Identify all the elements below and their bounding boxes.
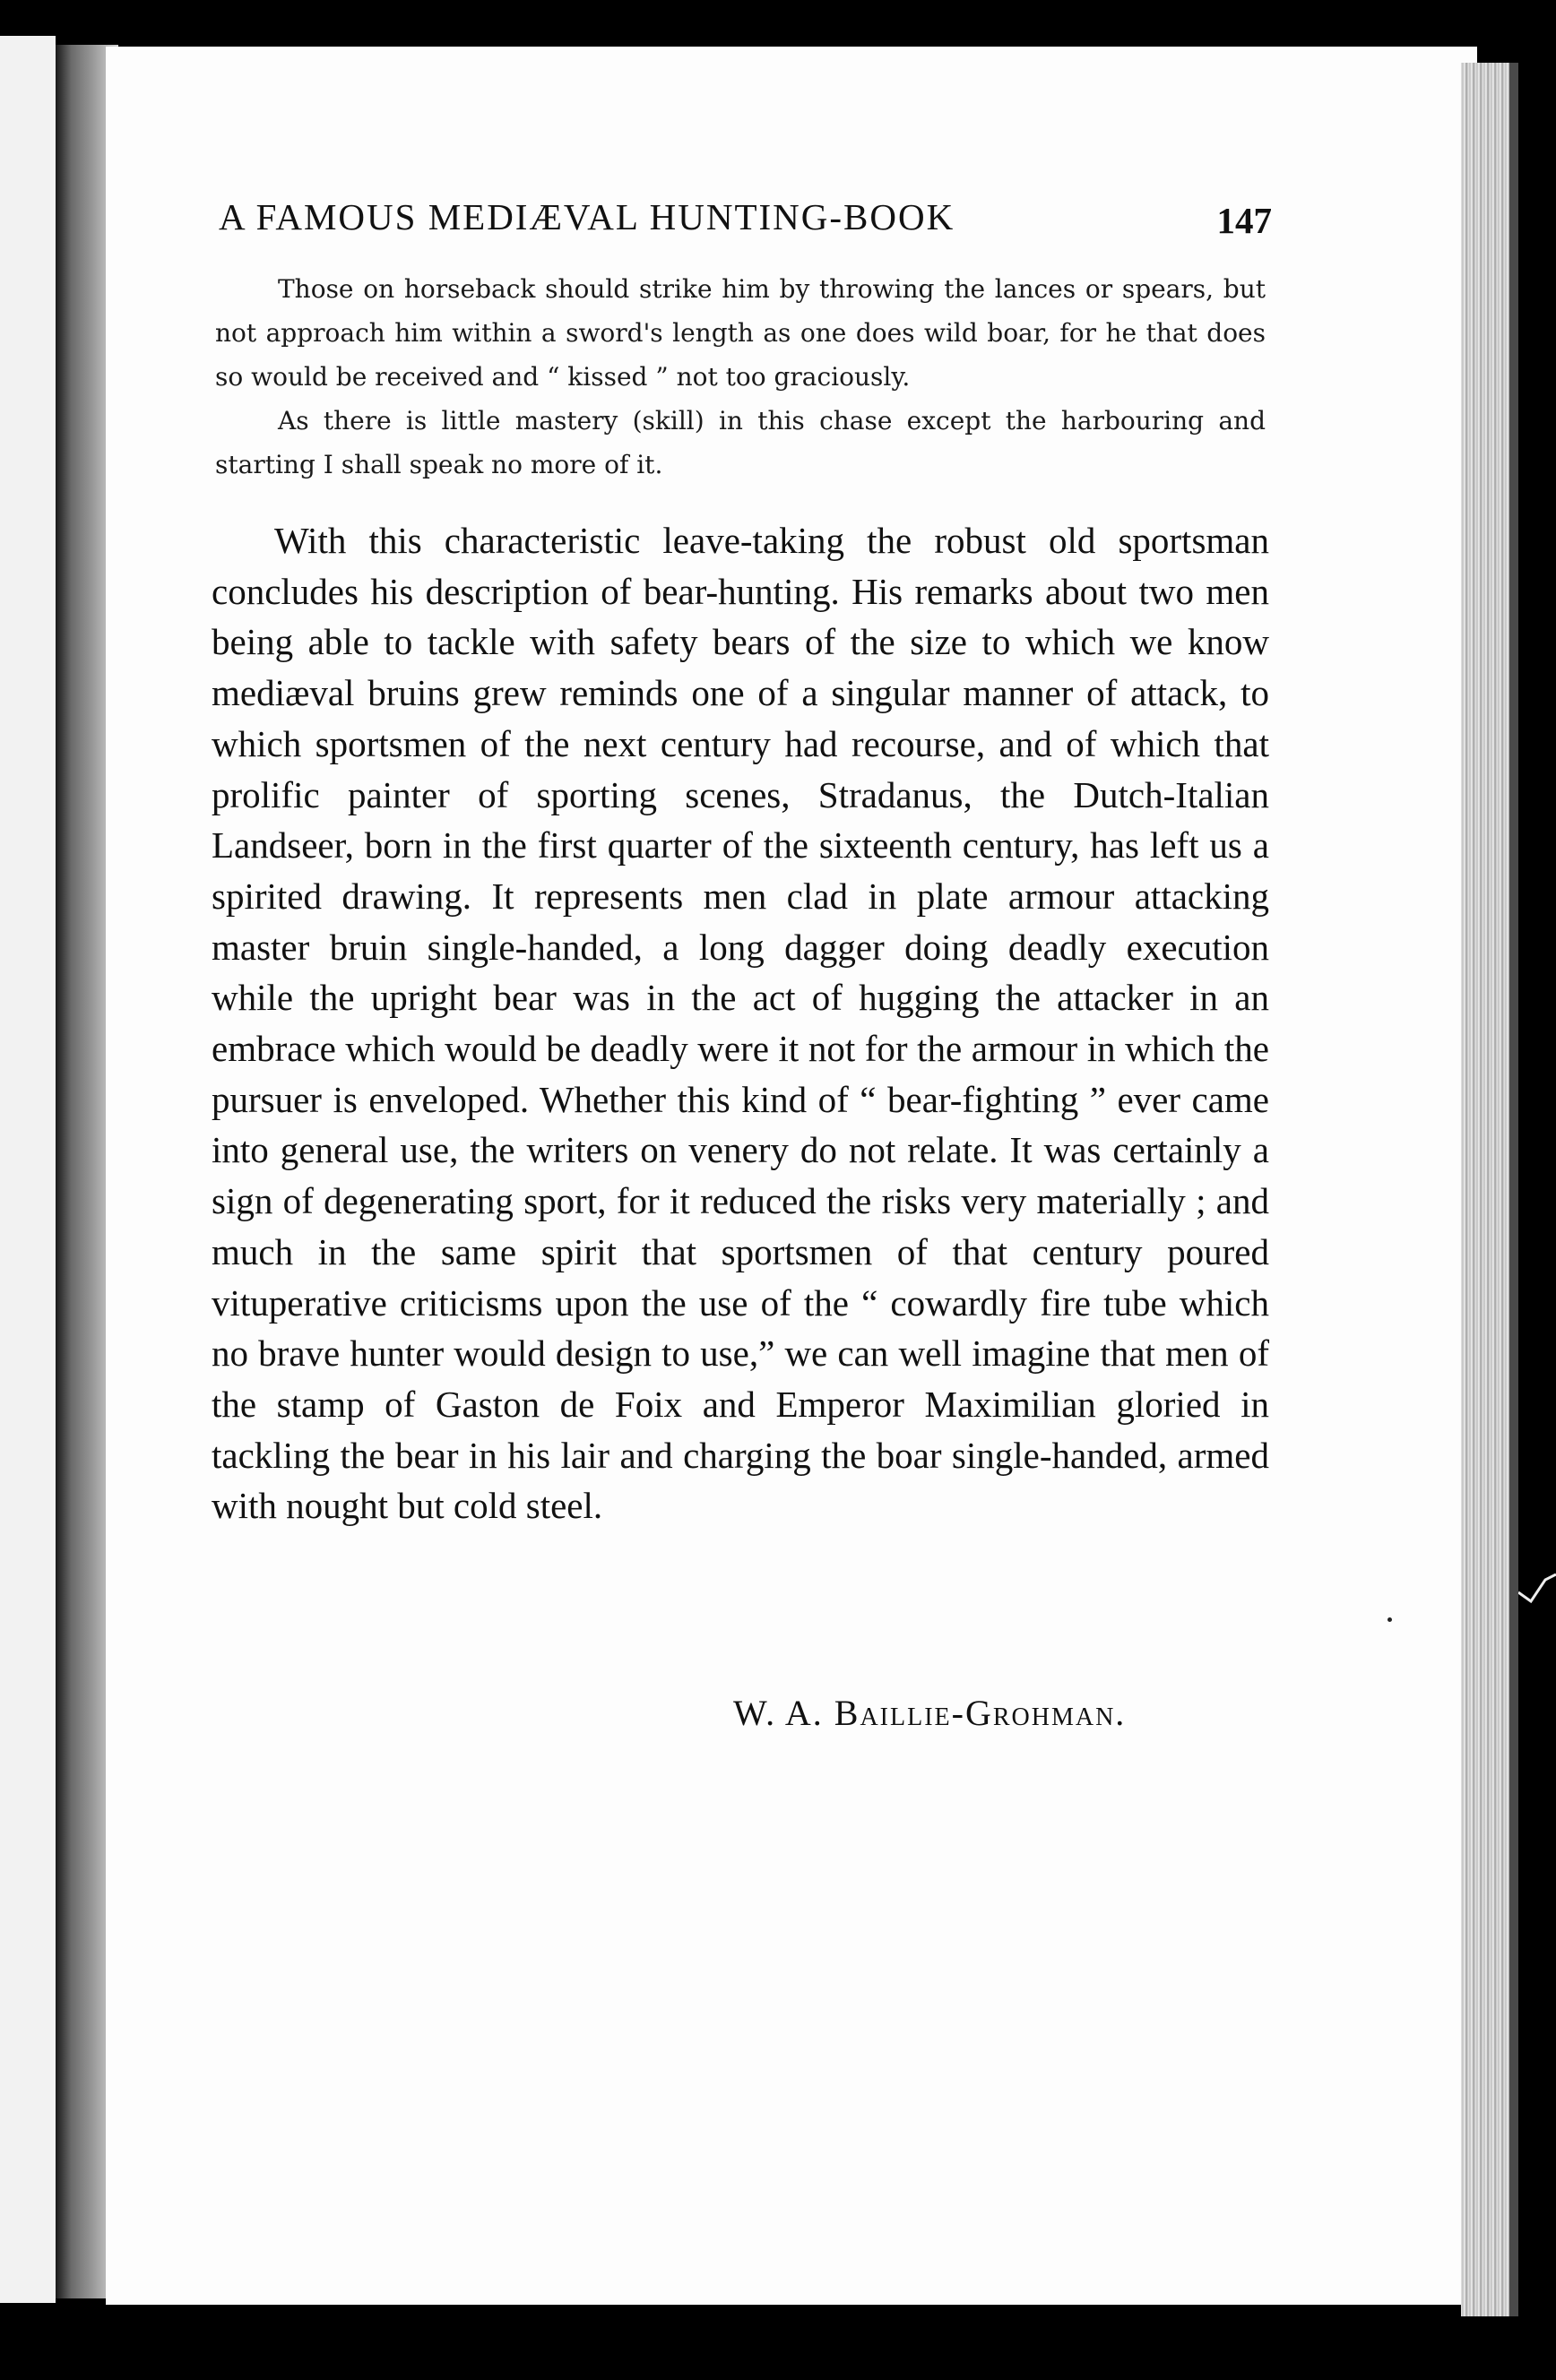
- page-stack-edge: [1461, 63, 1511, 2316]
- author-signature: W. A. Baillie-Grohman.: [733, 1693, 1127, 1733]
- quote-paragraph-1: Those on horseback should strike him by throwing the lances or spears, but not approach him within a sword's length as one does wild boar, for he that does so would be received and “ kissed ” not too graciously.: [215, 274, 1266, 392]
- running-title: A FAMOUS MEDIÆVAL HUNTING-BOOK: [219, 196, 955, 237]
- ribbon-marker-icon: [1518, 1573, 1556, 1608]
- page-number: 147: [1216, 200, 1272, 241]
- running-header: [219, 195, 1272, 258]
- facing-page-edge: [0, 36, 56, 2303]
- page-stack-border: [1509, 63, 1518, 2316]
- quote-paragraph-2: As there is little mastery (skill) in this chase except the harbouring and starting I shall speak no more of it.: [215, 406, 1266, 479]
- ink-speck: [1387, 1617, 1392, 1622]
- body-paragraph: With this characteristic leave-taking the robust old sportsman concludes his description of bear-hunting. His remarks about two men being able to tackle with safety bears of the size to which we know mediæval bruins grew reminds one of a singular manner of attack, to which sportsmen of the next century had recourse, and of which that prolific painter of sporting scenes, Stradanus, the Dutch-Italian Landseer, born in the first quarter of the sixteenth century, has left us a spirited drawing. It represents men clad in plate armour attacking master bruin single-handed, a long dagger doing deadly execution while the upright bear was in the act of hugging the attacker in an embrace which would be deadly were it not for the armour in which the pursuer is enveloped. Whether this kind of “ bear-fighting ” ever came into general use, the writers on venery do not relate. It was certainly a sign of degenerating sport, for it reduced the risks very materially ; and much in the same spirit that sportsmen of that century poured vituperative criticisms upon the use of the “ cowardly fire tube which no brave hunter would design to use,” we can well imagine that men of the stamp of Gaston de Foix and Emperor Maximilian gloried in tackling the bear in his lair and charging the boar single-handed, armed with nought but cold steel.: [212, 520, 1269, 1527]
- quoted-passage: [215, 267, 1266, 487]
